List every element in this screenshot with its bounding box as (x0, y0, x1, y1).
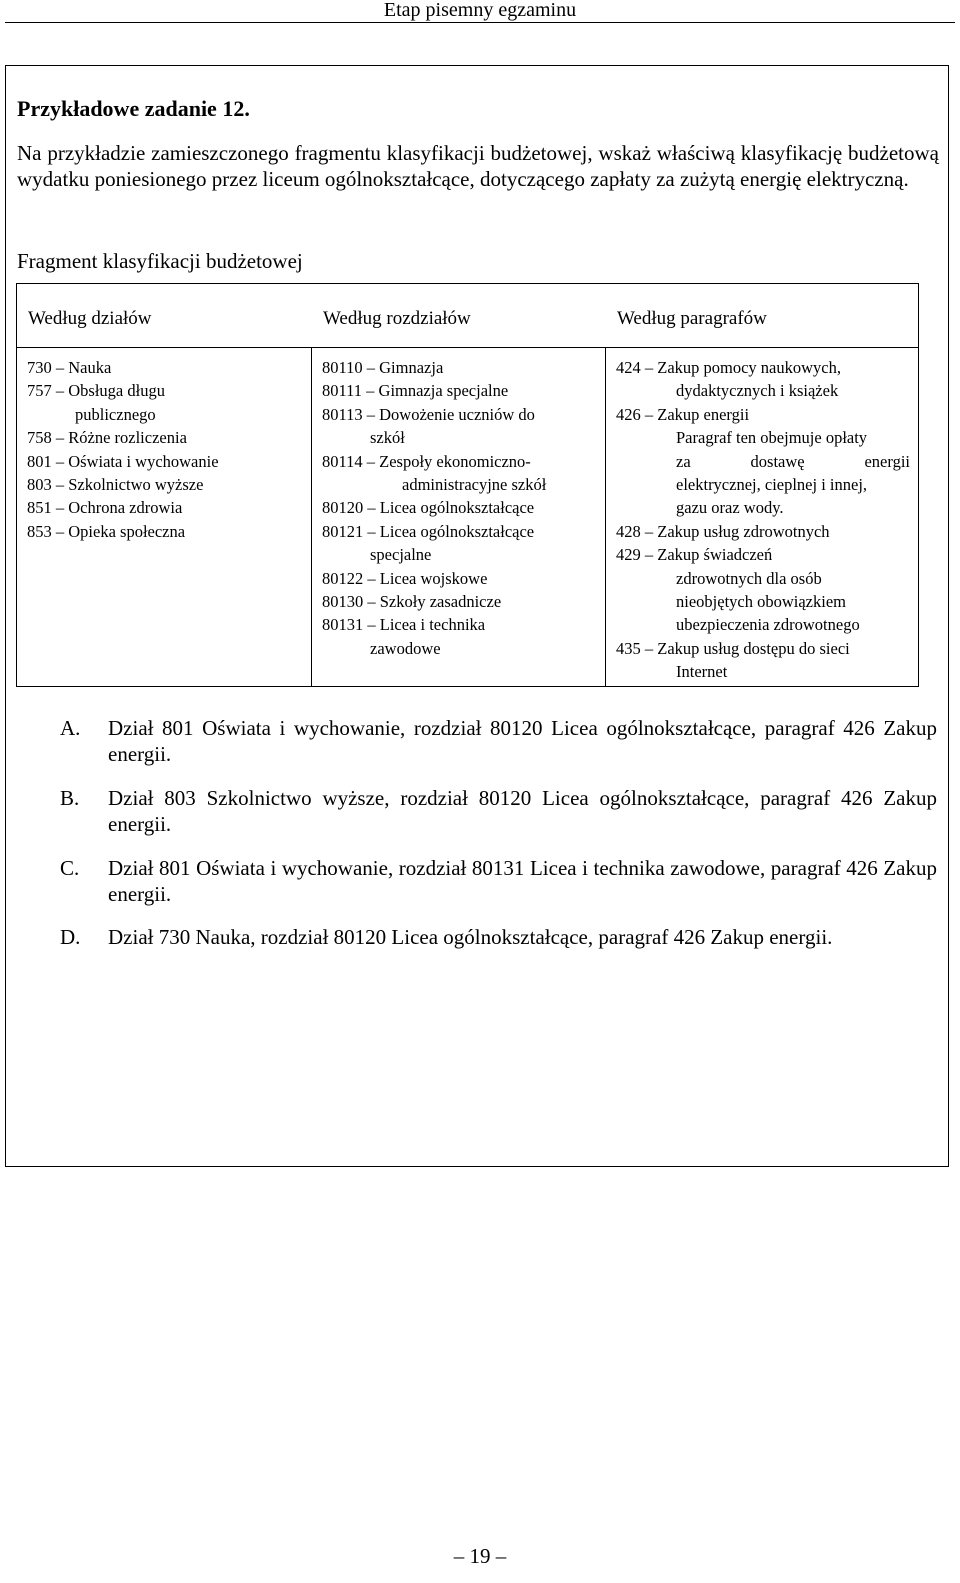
header-dzialy: Według działów (28, 308, 152, 329)
column-divider (311, 348, 312, 686)
rozdzial-entry: 80110 – Gimnazja (322, 358, 444, 377)
header-rozdzialy: Według rozdziałów (323, 308, 471, 329)
paragraf-entry-cont: ubezpieczenia zdrowotnego (676, 615, 860, 635)
paragraf-entry-cont: elektrycznej, cieplnej i innej, (676, 475, 868, 495)
answer-option (60, 715, 937, 767)
rozdzial-entry: 80122 – Licea wojskowe (322, 568, 488, 588)
dzial-entry: 801 – Oświata i wychowanie (27, 451, 219, 471)
dzial-entry: 730 – Nauka (27, 358, 112, 377)
column-divider (605, 348, 606, 686)
paragraf-entry: 426 – Zakup energii (616, 404, 750, 424)
paragraf-entry-cont: za dostawę energii (676, 451, 910, 471)
answer-letter: C. (60, 855, 80, 880)
task-title: Przykładowe zadanie 12. (17, 96, 250, 121)
rozdzial-entry: 80120 – Licea ogólnokształcące (322, 498, 535, 518)
rozdzial-entry: 80130 – Szkoły zasadnicze (322, 592, 502, 612)
paragraf-entry-cont: gazu oraz wody. (676, 498, 784, 518)
rozdzialy-list (322, 356, 600, 660)
rozdzial-entry: 80114 – Zespoły ekonomiczno- (322, 451, 531, 471)
dzial-entry: 851 – Ochrona zdrowia (27, 498, 183, 518)
paragrafy-list (616, 356, 910, 684)
answer-letter: B. (60, 785, 80, 810)
paragraf-entry: 424 – Zakup pomocy naukowych, (616, 358, 841, 377)
table-header-row (17, 284, 918, 348)
dzial-entry: 757 – Obsługa długu (27, 381, 165, 401)
dzial-entry-cont: publicznego (75, 404, 156, 424)
budget-classification-table (16, 283, 919, 687)
answer-option (60, 855, 937, 907)
paragraf-entry-cont: Paragraf ten obejmuje opłaty (676, 428, 868, 448)
paragraf-entry: 428 – Zakup usług zdrowotnych (616, 521, 830, 541)
rozdzial-entry-cont: szkół (370, 428, 405, 448)
paragraf-entry-cont: zdrowotnych dla osób (676, 568, 822, 588)
rozdzial-entry-cont: administracyjne szkół (402, 475, 547, 495)
paragraf-entry-cont: nieobjętych obowiązkiem (676, 592, 846, 612)
rozdzial-entry: 80111 – Gimnazja specjalne (322, 381, 509, 401)
answer-letter: A. (60, 716, 81, 740)
header-rule (5, 22, 955, 23)
answer-text: Dział 730 Nauka, rozdział 80120 Licea ogólnokształcące, paragraf 426 Zakup energii. (108, 925, 833, 950)
dzial-entry: 853 – Opieka społeczna (27, 521, 186, 541)
rozdzial-entry: 80121 – Licea ogólnokształcące (322, 521, 535, 541)
answer-letter: D. (60, 925, 81, 950)
rozdzial-entry-cont: zawodowe (370, 638, 441, 658)
task-intro: Na przykładzie zamieszczonego fragmentu klasyfikacji budżetowej, wskaż właściwą klasyfikację budżetową wydatku poniesionego przez liceum ogólnokształcące, dotyczącego zapłaty za zużytą energię elektryczną. (17, 141, 939, 191)
answer-text: Dział 801 Oświata i wychowanie, rozdział 80131 Licea i technika zawodowe, paragraf 426 Zakup energii. (108, 855, 937, 906)
answer-text: Dział 801 Oświata i wychowanie, rozdział 80120 Licea ogólnokształcące, paragraf 426 Zakup energii. (108, 716, 937, 766)
paragraf-entry-cont: Internet (676, 662, 728, 682)
paragraf-entry: 435 – Zakup usług dostępu do sieci (616, 638, 850, 658)
rozdzial-entry: 80113 – Dowożenie uczniów do (322, 404, 535, 424)
dzial-entry: 803 – Szkolnictwo wyższe (27, 475, 204, 495)
running-header: Etap pisemny egzaminu (383, 0, 577, 21)
paragraf-entry-cont: dydaktycznych i książek (676, 381, 839, 401)
rozdzial-entry-cont: specjalne (370, 545, 432, 565)
page-number: – 19 – (453, 1544, 507, 1568)
fragment-label: Fragment klasyfikacji budżetowej (17, 249, 303, 273)
rozdzial-entry: 80131 – Licea i technika (322, 615, 486, 635)
header-paragrafy: Według paragrafów (617, 308, 767, 329)
paragraf-entry: 429 – Zakup świadczeń (616, 545, 773, 565)
dzialy-list (27, 356, 305, 543)
answer-text: Dział 803 Szkolnictwo wyższe, rozdział 80120 Licea ogólnokształcące, paragraf 426 Zakup energii. (108, 785, 937, 836)
dzial-entry: 758 – Różne rozliczenia (27, 428, 187, 448)
answer-option (60, 785, 937, 837)
answer-options (60, 715, 937, 968)
answer-option (60, 924, 937, 950)
